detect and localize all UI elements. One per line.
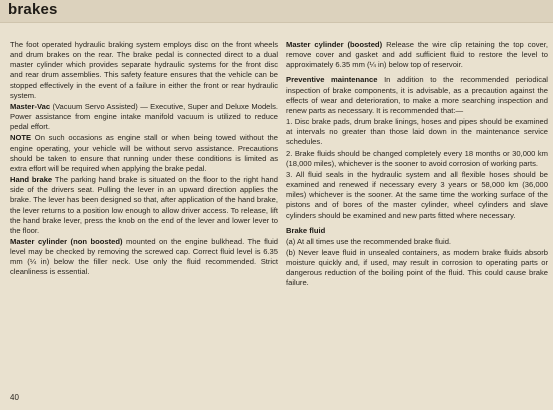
maintenance-item-3: 3. All fluid seals in the hydraulic system and all flexible hoses should be examined and renewed if necessary every 3 years or 58,000 km (36,000 miles) whichever is the sooner. At the same time the working surface of the pistons and of bores of the master cylinder, wheel cylinders and slave cylinders should be examined and new parts fitted where necessary. [286, 169, 548, 220]
master-cylinder-non-boosted-heading: Master cylinder (non boosted) [10, 236, 123, 246]
master-vac-heading: Master-Vac [10, 101, 51, 111]
header-band [0, 0, 553, 23]
brake-fluid-heading-text: Brake fluid [286, 225, 326, 235]
note-text: On such occasions as engine stall or when being towed without the engine operating, your vehicle will be without servo assistance. Precautions should be taken to ensure that running under these conditions is limited as extra effort will be required when applying the brake pedal. [10, 133, 278, 173]
intro-paragraph: The foot operated hydraulic braking system employs disc on the front wheels and drum brakes on the rear. The brake pedal is connected direct to a dual master cylinder which provides separate hydraulic systems for the front disc and rear drum assemblies. This safety feature ensures that the vehicle can be stopped effectively in the event of a failure in either the front or rear hydraulic system. [10, 40, 278, 100]
preventive-maintenance-text: In addition to the recommended periodical inspection of brake components, it is advisable, as a precaution against the effects of wear and deterioration, to make a more searching inspection and renew parts as necessary. It is recommended that:— [286, 75, 548, 115]
page-title: brakes [8, 1, 58, 18]
brake-fluid-item-a: (a) At all times use the recommended brake fluid. [286, 236, 452, 246]
preventive-maintenance-heading: Preventive maintenance [286, 75, 378, 85]
hand-brake-paragraph [10, 175, 278, 236]
note-heading: NOTE [10, 133, 32, 143]
master-vac-text: (Vacuum Servo Assisted) — Executive, Super and Deluxe Models. Power assistance from engine intake manifold vacuum is utilized to reduce pedal effort. [10, 101, 278, 132]
master-vac-paragraph [10, 102, 278, 132]
maintenance-item-1: 1. Disc brake pads, drum brake linings, hoses and pipes should be examined at intervals no greater than those laid down in the maintenance service schedules. [286, 117, 548, 147]
brake-fluid-heading [286, 226, 548, 236]
maintenance-item-2: 2. Brake fluids should be changed completely every 18 months or 30,000 km (18,000 miles), whichever is the sooner to avoid corrosion of working parts. [286, 148, 548, 168]
master-cylinder-boosted-heading: Master cylinder (boosted) [286, 40, 383, 49]
master-cylinder-non-boosted-text: mounted on the engine bulkhead. The fluid level may be checked by removing the screwed cap. Correct fluid level is 6.35 mm (¼ in) below the filler neck. Use only the fluid recommended. Strict cleanliness is essential. [10, 236, 278, 277]
right-column [286, 40, 548, 289]
page-number: 40 [10, 393, 19, 402]
preventive-maintenance-paragraph [286, 75, 548, 116]
master-cylinder-boosted-text: Release the wire clip retaining the top cover, remove cover and gasket and add sufficient fluid to restore the level to approximately 6.35 mm (¼ in) below top of reservoir. [286, 40, 548, 70]
hand-brake-heading: Hand brake [10, 175, 53, 185]
brake-fluid-item-b: (b) Never leave fluid in unsealed containers, as modern brake fluids absorb moisture quickly and, if used, may result in corrosion to operating parts or dangerous reduction of the boiling point of the fluid. This could cause brake failure. [286, 247, 548, 288]
master-cylinder-boosted-paragraph [286, 40, 548, 70]
master-cylinder-non-boosted-paragraph [10, 237, 278, 278]
note-paragraph [10, 133, 278, 174]
left-column [10, 40, 278, 278]
hand-brake-text: The parking hand brake is situated on the floor to the right hand side of the drivers seat. Pulling the lever in an upward direction applies the brake. The lever has been designed so that, after application of the hand brake, the lever returns to a position low enough to allow driver access. To release, lift the hand brake lever, press the knob on the end of the lever and lower lever to the floor. [10, 175, 278, 235]
